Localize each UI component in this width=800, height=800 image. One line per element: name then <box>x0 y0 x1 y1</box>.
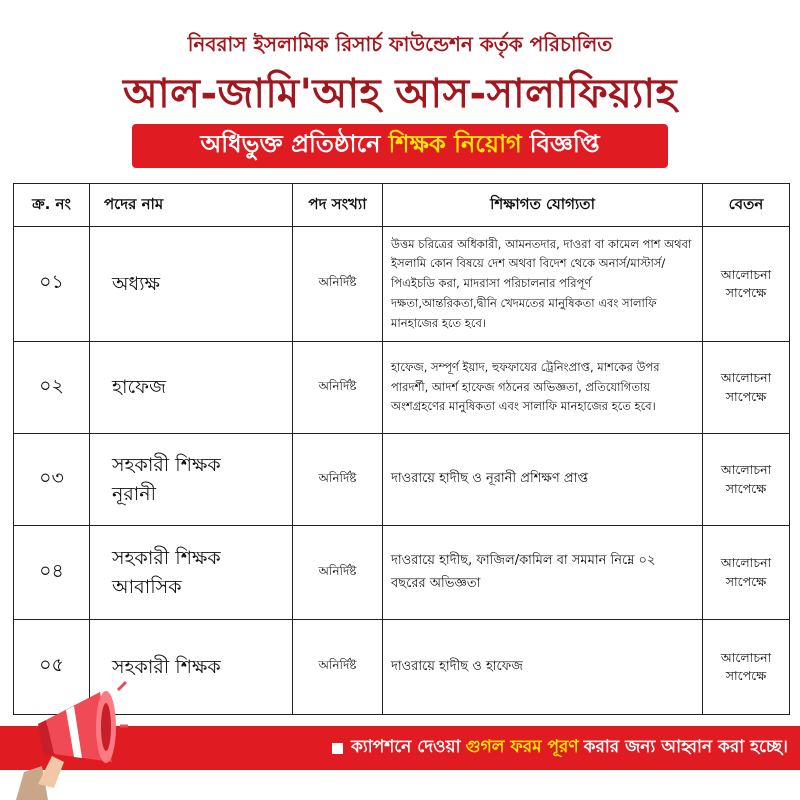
serial-cell: ০৪ <box>14 526 90 620</box>
notice-banner <box>132 124 668 168</box>
qualification-cell: হাফেজ, সম্পূর্ণ ইয়াদ, হুফফাযের ট্রেনিংপ্রাপ্ত, মাশকের উপর পারদর্শী, আদর্শ হাফেজ গঠনের অভিজ্ঞতা, প্রতিযোগিতায় অংশগ্রহণের মানুষিকতা এবং সালাফি মানহাজের হতে হবে। <box>383 342 703 434</box>
qualification-cell: দাওরায়ে হাদীছ ও হাফেজ <box>383 620 703 715</box>
table-row <box>14 342 790 434</box>
table-row <box>14 526 790 620</box>
serial-cell: ০৫ <box>14 620 90 715</box>
salary-line-2: সাপেক্ষে <box>725 668 767 683</box>
bullet-square-icon <box>332 743 343 754</box>
salary-line-1: আলোচনা <box>720 266 772 282</box>
header-serial: ক্র. নং <box>14 184 90 227</box>
header-salary: বেতন <box>703 184 790 227</box>
count-cell: অনির্দিষ্ট <box>293 342 383 434</box>
salary-line-2: সাপেক্ষে <box>725 573 767 589</box>
serial-cell: ০১ <box>14 227 90 342</box>
post-subname: আবাসিক <box>112 575 182 598</box>
table-row <box>14 434 790 526</box>
serial-cell: ০২ <box>14 342 90 434</box>
header-qualification: শিক্ষাগত যোগ্যতা <box>383 184 703 227</box>
table-row <box>14 620 790 715</box>
salary-line-1: আলোচনা <box>720 555 772 571</box>
salary-cell <box>703 526 790 620</box>
footer-text-2: করার জন্য আহ্বান করা হচ্ছে। <box>583 737 788 757</box>
post-cell <box>90 227 293 342</box>
header-subtitle: নিবরাস ইসলামিক রিসার্চ ফাউন্ডেশন কর্তৃক পরিচালিত <box>187 32 613 56</box>
post-subname: নূরানী <box>112 482 157 505</box>
salary-line-2: সাপেক্ষে <box>725 480 767 496</box>
banner-highlight: শিক্ষক নিয়োগ <box>388 130 522 158</box>
banner-text-2: বিজ্ঞপ্তি <box>529 130 600 158</box>
salary-cell <box>703 434 790 526</box>
megaphone-icon <box>8 676 128 800</box>
post-name: হাফেজ <box>112 376 167 399</box>
post-cell <box>90 434 293 526</box>
post-name: অধ্যক্ষ <box>112 272 161 295</box>
qualification-cell: দাওরায়ে হাদীছ ও নূরানী প্রশিক্ষণ প্রাপ্ত <box>383 434 703 526</box>
serial-cell: ০৩ <box>14 434 90 526</box>
post-cell <box>90 526 293 620</box>
salary-line-1: আলোচনা <box>720 649 772 665</box>
salary-line-2: সাপেক্ষে <box>725 285 767 300</box>
salary-line-1: আলোচনা <box>720 370 772 386</box>
count-cell: অনির্দিষ্ট <box>293 227 383 342</box>
salary-line-1: আলোচনা <box>720 462 772 478</box>
salary-cell <box>703 620 790 715</box>
count-cell: অনির্দিষ্ট <box>293 526 383 620</box>
post-name: সহকারী শিক্ষক <box>112 655 221 678</box>
post-name: সহকারী শিক্ষক <box>112 547 221 569</box>
qualification-cell: উত্তম চরিত্রের অধিকারী, আমনতদার, দাওরা বা কামেল পাশ অথবা ইসলামি কোন বিষয়ে দেশ অথবা বিদেশ থেকে অনার্স/মাস্টার্স/পিএইচডি করা, মাদরাসা পরিচালনার পরিপূর্ণ দক্ষতা,আন্তরিকতা,দ্বীনি খেদমতের মানুষিকতা এবং সালাফি মানহাজের হতে হবে। <box>383 227 703 342</box>
header-post-count: পদ সংখ্যা <box>293 184 383 227</box>
header-post-name: পদের নাম <box>90 184 293 227</box>
count-cell: অনির্দিষ্ট <box>293 620 383 715</box>
vacancy-table <box>13 183 790 715</box>
salary-cell <box>703 342 790 434</box>
table-row <box>14 227 790 342</box>
banner-text-1: অধিভুক্ত প্রতিষ্ঠানে <box>200 130 381 158</box>
footer-text-1: ক্যাপশনে দেওয়া <box>350 737 461 757</box>
post-cell <box>90 342 293 434</box>
salary-cell <box>703 227 790 342</box>
page-title: আল-জামি'আহ আস-সালাফিয়্যাহ <box>122 71 677 117</box>
table-header-row <box>14 184 790 227</box>
count-cell: অনির্দিষ্ট <box>293 434 383 526</box>
salary-line-2: সাপেক্ষে <box>725 388 767 404</box>
post-name: সহকারী শিক্ষক <box>112 454 221 476</box>
qualification-cell: দাওরায়ে হাদীছ, ফাজিল/কামিল বা সমমান নিম্নে ০২ বছরের অভিজ্ঞতা <box>383 526 703 620</box>
footer-highlight: গুগল ফরম পূরণ <box>465 737 579 757</box>
